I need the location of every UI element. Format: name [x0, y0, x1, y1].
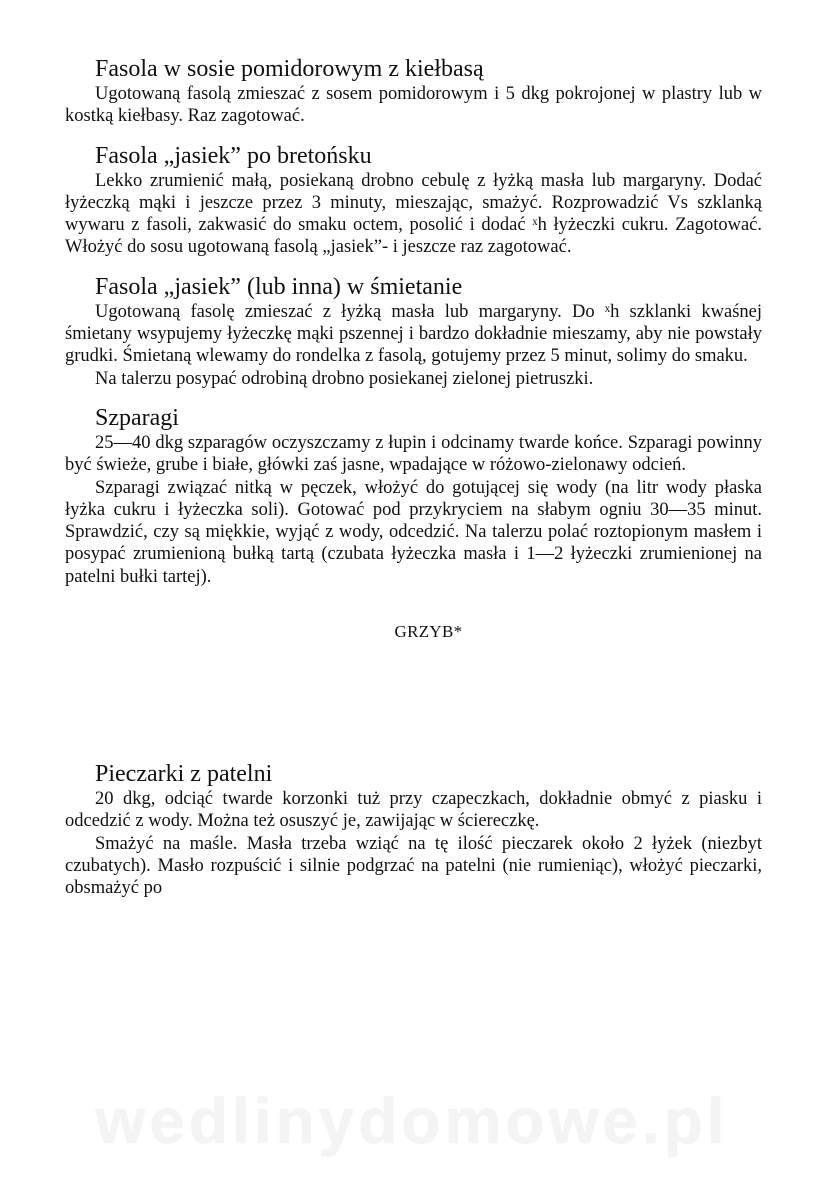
watermark: wedlinydomowe.pl	[95, 1085, 729, 1157]
recipe-fasola-smietana	[65, 273, 762, 390]
recipe-title: Fasola „jasiek” po bretońsku	[95, 142, 372, 169]
recipe-paragraph: 25—40 dkg szparagów oczyszczamy z łupin i odcinamy twarde końce. Szparagi powinny być świeże, grube i białe, główki zaś jasne, wpadające w różowo-zielonawy odcień.	[65, 432, 762, 476]
section-heading: GRZYB*	[394, 622, 463, 642]
recipe-paragraph: Na talerzu posypać odrobiną drobno posiekanej zielonej pietruszki.	[95, 368, 594, 389]
recipe-paragraph: Smażyć na maśle. Masła trzeba wziąć na tę ilość pieczarek około 2 łyżek (niezbyt czubatych). Masło rozpuścić i silnie podgrzać na patelni (nie rumieniąc), włożyć pieczarki, obsmażyć po	[65, 833, 762, 899]
recipe-szparagi	[65, 404, 762, 588]
recipe-fasola-bretonsku	[65, 142, 762, 259]
recipe-paragraph: Ugotowaną fasolę zmieszać z łyżką masła lub margaryny. Do ˣh szklanki kwaśnej śmietany wsypujemy łyżeczkę mąki pszennej i bardzo dokładnie mieszamy, aby nie powstały grudki. Śmietaną wlewamy do rondelka z fasolą, gotujemy przez 5 minut, solimy do smaku.	[65, 301, 762, 367]
recipe-paragraph: Ugotowaną fasolą zmieszać z sosem pomidorowym i 5 dkg pokrojonej w plastry lub w kostką kiełbasy. Raz zagotować.	[65, 84, 762, 127]
spacer	[95, 642, 762, 760]
recipe-paragraph: Szparagi związać nitką w pęczek, włożyć do gotującej się wody (na litr wody płaska łyżka cukru i łyżeczka soli). Gotować pod przykryciem na słabym ogniu 30—35 minut. Sprawdzić, czy są miękkie, wyjąć z wody, odcedzić. Na talerzu polać roztopionym masłem i posypać zrumienioną bułką tartą (czubata łyżeczka masła i 1—2 łyżeczki zrumienionej na patelni bułki tartej).	[65, 477, 762, 587]
recipe-title: Fasola „jasiek” (lub inna) w śmietanie	[95, 273, 463, 300]
recipe-pieczarki	[65, 760, 762, 899]
recipe-paragraph: Lekko zrumienić małą, posiekaną drobno cebulę z łyżką masła lub margaryny. Dodać łyżeczką mąki i jeszcze przez 3 minuty, mieszając, smażyć. Rozprowadzić Vs szklanką wywaru z fasoli, zakwasić do smaku octem, posolić i dodać ˣh łyżeczki cukru. Zagotować. Włożyć do sosu ugotowaną fasolą „jasiek”- i jeszcze raz zagotować.	[65, 170, 762, 258]
recipe-fasola-pomidorowa	[65, 55, 762, 128]
page-content	[65, 55, 762, 914]
recipe-title: Szparagi	[95, 404, 179, 431]
recipe-title: Fasola w sosie pomidorowym z kiełbasą	[95, 56, 484, 82]
recipe-paragraph: 20 dkg, odciąć twarde korzonki tuż przy czapeczkach, dokładnie obmyć z piasku i odcedzić z wody. Można też osuszyć je, zawijając w ściereczkę.	[65, 789, 762, 832]
recipe-title: Pieczarki z patelni	[95, 761, 273, 788]
